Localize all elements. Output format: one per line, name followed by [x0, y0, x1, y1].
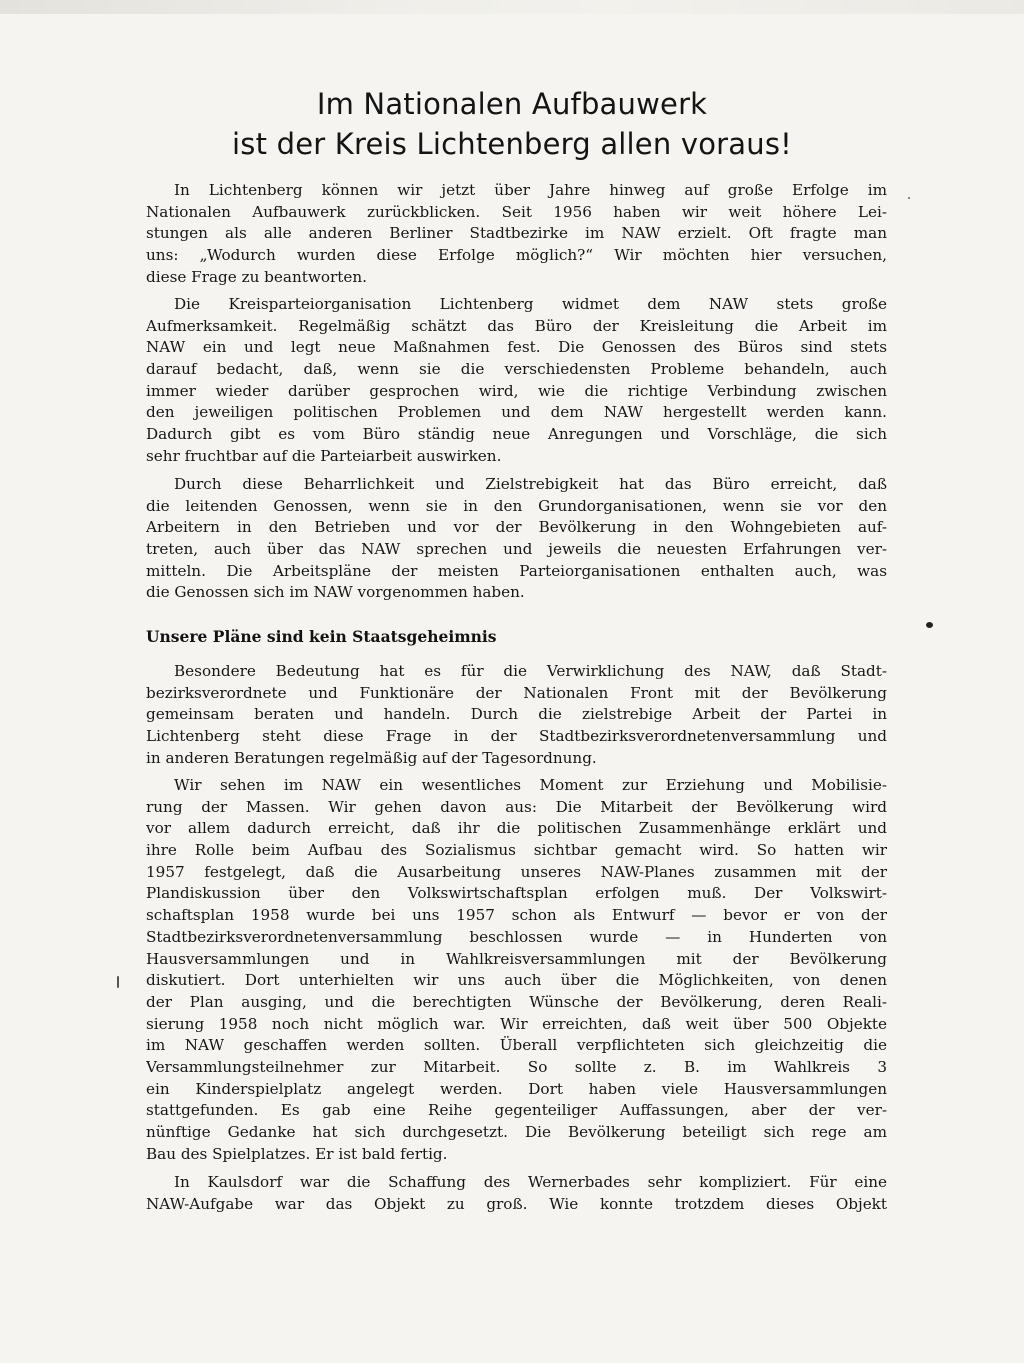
text-line: diese Frage zu beantworten.	[146, 267, 367, 286]
text-line: rung der Massen. Wir gehen davon aus: Die Mitarbeit der Bevölkerung wird	[146, 797, 887, 816]
title-line-2: ist der Kreis Lichtenberg allen voraus!	[232, 127, 792, 161]
text-line: Hausversammlungen und in Wahlkreisversammlungen mit der Bevölkerung	[146, 949, 887, 968]
text-line: Dadurch gibt es vom Büro ständig neue Anregungen und Vorschläge, die sich	[146, 425, 887, 444]
text-line: Lichtenberg steht diese Frage in der Stadtbezirksverordnetenversammlung und	[146, 727, 887, 746]
text-line: gemeinsam beraten und handeln. Durch die zielstrebige Arbeit der Partei in	[146, 705, 887, 724]
section-heading: Unsere Pläne sind kein Staatsgeheimnis	[146, 627, 497, 646]
text-line: mitteln. Die Arbeitspläne der meisten Parteiorganisationen enthalten auch, was	[146, 561, 887, 580]
section-paragraph-1	[146, 661, 887, 769]
scan-speck	[908, 197, 910, 199]
text-line: In Lichtenberg können wir jetzt über Jahre hinweg auf große Erfolge im	[174, 181, 887, 199]
text-line: darauf bedacht, daß, wenn sie die verschiedensten Probleme behandeln, auch	[146, 360, 887, 379]
text-line: NAW ein und legt neue Maßnahmen fest. Die Genossen des Büros sind stets	[146, 338, 887, 357]
text-line: NAW-Aufgabe war das Objekt zu groß. Wie konnte trotzdem dieses Objekt	[146, 1194, 887, 1213]
text-line: sehr fruchtbar auf die Parteiarbeit auswirken.	[146, 446, 502, 465]
paragraph-3	[146, 474, 887, 604]
text-line: in anderen Beratungen regelmäßig auf der Tagesordnung.	[146, 748, 597, 767]
section-paragraph-2	[146, 775, 887, 1165]
paragraph-2	[146, 294, 887, 468]
text-line: Stadtbezirksverordnetenversammlung beschlossen wurde — in Hunderten von	[146, 927, 887, 946]
text-line: Die Kreisparteiorganisation Lichtenberg widmet dem NAW stets große	[174, 295, 887, 313]
text-line: die leitenden Genossen, wenn sie in den Grundorganisationen, wenn sie vor den	[146, 496, 887, 515]
text-line: 1957 festgelegt, daß die Ausarbeitung unseres NAW-Planes zusammen mit der	[146, 862, 887, 881]
text-line: schaftsplan 1958 wurde bei uns 1957 schon als Entwurf — bevor er von der	[146, 906, 887, 925]
text-line: Plandiskussion über den Volkswirtschaftsplan erfolgen muß. Der Volkswirt-	[146, 884, 887, 903]
text-line: stungen als alle anderen Berliner Stadtbezirke im NAW erzielt. Oft fragte man	[146, 224, 887, 243]
text-line: Bau des Spielplatzes. Er ist bald fertig.	[146, 1144, 448, 1163]
text-line: im NAW geschaffen werden sollten. Überall verpflichteten sich gleichzeitig die	[146, 1036, 887, 1055]
text-line: ein Kinderspielplatz angelegt werden. Dort haben viele Hausversammlungen	[146, 1079, 887, 1098]
text-line: Nationalen Aufbauwerk zurückblicken. Seit 1956 haben wir weit höhere Lei-	[146, 202, 887, 221]
text-line: nünftige Gedanke hat sich durchgesetzt. Die Bevölkerung beteiligt sich rege am	[146, 1123, 887, 1141]
text-line: Aufmerksamkeit. Regelmäßig schätzt das Büro der Kreisleitung die Arbeit im	[146, 316, 887, 335]
text-line: Arbeitern in den Betrieben und vor der Bevölkerung in den Wohngebieten auf-	[146, 518, 887, 537]
text-line: Wir sehen im NAW ein wesentliches Moment zur Erziehung und Mobilisie-	[174, 776, 887, 794]
section-paragraph-3	[146, 1172, 887, 1215]
text-line: ihre Rolle beim Aufbau des Sozialismus sichtbar gemacht wird. So hatten wir	[146, 841, 887, 860]
text-line: treten, auch über das NAW sprechen und jeweils die neuesten Erfahrungen ver-	[146, 540, 887, 559]
text-line: der Plan ausging, und die berechtigten Wünsche der Bevölkerung, deren Reali-	[146, 992, 887, 1011]
text-line: Besondere Bedeutung hat es für die Verwirklichung des NAW, daß Stadt-	[174, 662, 887, 680]
text-line: diskutiert. Dort unterhielten wir uns auch über die Möglichkeiten, von denen	[146, 971, 887, 990]
scan-edge	[0, 0, 1024, 14]
paragraph-1	[146, 180, 887, 288]
scan-speck	[926, 622, 933, 628]
title-line-1: Im Nationalen Aufbauwerk	[316, 87, 708, 121]
text-line: Durch diese Beharrlichkeit und Zielstrebigkeit hat das Büro erreicht, daß	[174, 475, 887, 493]
text-line: Versammlungsteilnehmer zur Mitarbeit. So sollte z. B. im Wahlkreis 3	[146, 1057, 887, 1076]
text-line: den jeweiligen politischen Problemen und dem NAW hergestellt werden kann.	[146, 403, 887, 422]
text-line: In Kaulsdorf war die Schaffung des Wernerbades sehr kompliziert. Für eine	[174, 1173, 887, 1191]
text-line: vor allem dadurch erreicht, daß ihr die politischen Zusammenhänge erklärt und	[146, 819, 887, 838]
text-line: sierung 1958 noch nicht möglich war. Wir erreichten, daß weit über 500 Objekte	[146, 1014, 887, 1033]
text-line: uns: „Wodurch wurden diese Erfolge möglich?“ Wir möchten hier versuchen,	[146, 246, 887, 265]
text-line: stattgefunden. Es gab eine Reihe gegenteiliger Auffassungen, aber der ver-	[146, 1101, 887, 1120]
text-line: bezirksverordnete und Funktionäre der Nationalen Front mit der Bevölkerung	[146, 683, 887, 702]
scan-mark	[117, 976, 119, 988]
text-line: die Genossen sich im NAW vorgenommen haben.	[146, 583, 525, 602]
page-title	[0, 84, 1024, 164]
text-line: immer wieder darüber gesprochen wird, wie die richtige Verbindung zwischen	[146, 381, 887, 400]
